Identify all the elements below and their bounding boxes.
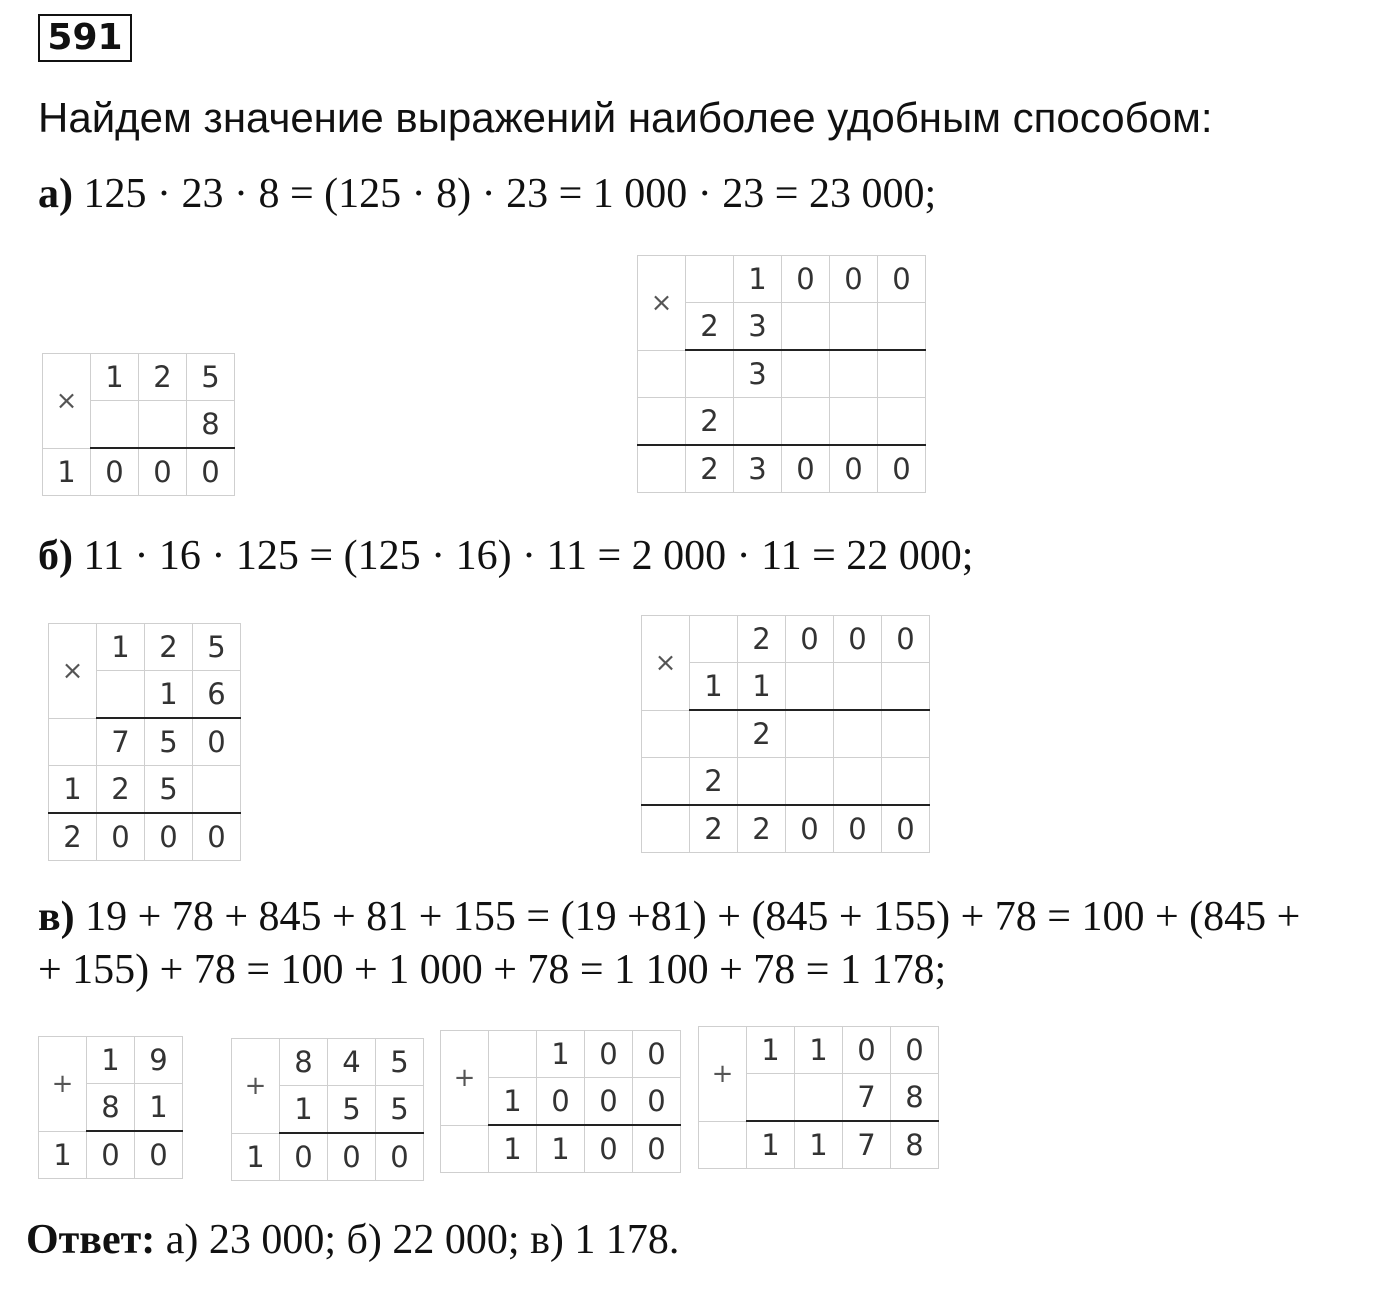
digit-cell — [638, 350, 686, 398]
digit-cell: 0 — [537, 1078, 585, 1126]
calc-row — [43, 448, 235, 496]
calc-row — [49, 813, 241, 861]
part-b-line — [38, 532, 973, 580]
part-a-line — [38, 170, 936, 218]
part-v-line-2 — [38, 946, 946, 994]
digit-cell — [642, 758, 690, 806]
digit-cell: 2 — [686, 398, 734, 446]
digit-cell: 0 — [87, 1131, 135, 1179]
calc-row — [638, 398, 926, 446]
operator-sign: + — [699, 1027, 747, 1122]
digit-cell: 8 — [891, 1121, 939, 1169]
part-a-label: а) — [38, 171, 73, 217]
digit-cell: 2 — [97, 766, 145, 814]
calc-v2 — [231, 1038, 424, 1181]
digit-cell: 2 — [738, 805, 786, 853]
digit-cell — [782, 303, 830, 351]
digit-cell: 7 — [97, 718, 145, 766]
digit-cell: 1 — [537, 1125, 585, 1173]
calc-row — [638, 445, 926, 493]
operator-sign: + — [39, 1037, 87, 1132]
digit-cell: 0 — [585, 1031, 633, 1078]
digit-cell — [878, 398, 926, 446]
digit-cell: 1 — [489, 1078, 537, 1126]
digit-cell: 5 — [145, 718, 193, 766]
digit-cell: 1 — [795, 1027, 843, 1074]
digit-cell — [638, 398, 686, 446]
digit-cell: 3 — [734, 350, 782, 398]
digit-cell: 8 — [891, 1074, 939, 1122]
digit-cell: 0 — [843, 1027, 891, 1074]
digit-cell: 1 — [135, 1084, 183, 1132]
digit-cell: 0 — [187, 448, 235, 496]
digit-cell: 2 — [49, 813, 97, 861]
digit-cell — [642, 710, 690, 758]
digit-cell: 1 — [690, 663, 738, 711]
digit-cell: 0 — [633, 1078, 681, 1126]
calc-row — [232, 1039, 424, 1086]
calc-row — [642, 805, 930, 853]
digit-cell: 1 — [747, 1027, 795, 1074]
digit-cell: 5 — [193, 624, 241, 671]
digit-cell: 0 — [633, 1125, 681, 1173]
digit-cell — [834, 758, 882, 806]
digit-cell: 0 — [585, 1078, 633, 1126]
digit-cell — [738, 758, 786, 806]
digit-cell: 0 — [782, 256, 830, 303]
digit-cell: 0 — [193, 813, 241, 861]
digit-cell — [638, 445, 686, 493]
digit-cell: 0 — [145, 813, 193, 861]
part-v-expression-1: 19 + 78 + 845 + 81 + 155 = (19 +81) + (845 + 155) + 78 = 100 + (845 + — [85, 894, 1301, 940]
digit-cell: 1 — [734, 256, 782, 303]
digit-cell: 1 — [145, 671, 193, 719]
calc-row — [642, 616, 930, 663]
digit-cell — [686, 256, 734, 303]
digit-cell: 1 — [280, 1086, 328, 1134]
answer-text: а) 23 000; б) 22 000; в) 1 178. — [155, 1217, 680, 1263]
digit-cell: 5 — [328, 1086, 376, 1134]
digit-cell — [834, 710, 882, 758]
digit-cell: 2 — [686, 445, 734, 493]
calc-row — [232, 1133, 424, 1181]
digit-cell: 0 — [882, 616, 930, 663]
operator-sign: × — [49, 624, 97, 719]
digit-cell: 2 — [690, 758, 738, 806]
digit-cell: 1 — [43, 448, 91, 496]
digit-cell — [139, 401, 187, 449]
digit-cell: 1 — [232, 1133, 280, 1181]
digit-cell: 1 — [91, 354, 139, 401]
digit-cell: 0 — [97, 813, 145, 861]
digit-cell: 1 — [537, 1031, 585, 1078]
digit-cell: 0 — [782, 445, 830, 493]
digit-cell — [91, 401, 139, 449]
digit-cell — [882, 663, 930, 711]
digit-cell: 8 — [187, 401, 235, 449]
digit-cell: 0 — [139, 448, 187, 496]
digit-cell: 7 — [843, 1074, 891, 1122]
calc-row — [441, 1031, 681, 1078]
calc-row — [39, 1037, 183, 1084]
digit-cell: 5 — [376, 1086, 424, 1134]
digit-cell — [97, 671, 145, 719]
digit-cell — [830, 398, 878, 446]
digit-cell: 1 — [489, 1125, 537, 1173]
digit-cell: 0 — [376, 1133, 424, 1181]
digit-cell — [882, 758, 930, 806]
digit-cell — [830, 350, 878, 398]
intro-text: Найдем значение выражений наиболее удобным способом: — [38, 94, 1213, 141]
part-v-label: в) — [38, 894, 75, 940]
digit-cell — [747, 1074, 795, 1122]
digit-cell: 5 — [187, 354, 235, 401]
digit-cell — [193, 766, 241, 814]
digit-cell: 9 — [135, 1037, 183, 1084]
digit-cell: 6 — [193, 671, 241, 719]
operator-sign: + — [232, 1039, 280, 1134]
digit-cell — [786, 758, 834, 806]
digit-cell — [690, 710, 738, 758]
digit-cell — [786, 710, 834, 758]
calc-v4 — [698, 1026, 939, 1169]
digit-cell: 0 — [633, 1031, 681, 1078]
part-v-expression-2: + 155) + 78 = 100 + 1 000 + 78 = 1 100 + 78 = 1 178; — [38, 947, 947, 993]
digit-cell: 2 — [139, 354, 187, 401]
digit-cell: 0 — [891, 1027, 939, 1074]
digit-cell — [795, 1074, 843, 1122]
digit-cell: 0 — [786, 805, 834, 853]
calc-row — [638, 256, 926, 303]
digit-cell: 0 — [830, 256, 878, 303]
part-b-label: б) — [38, 533, 73, 579]
operator-sign: × — [638, 256, 686, 351]
part-a-expression: 125 · 23 · 8 = (125 · 8) · 23 = 1 000 · 23 = 23 000; — [83, 171, 937, 217]
digit-cell — [882, 710, 930, 758]
part-b-expression: 11 · 16 · 125 = (125 · 16) · 11 = 2 000 · 11 = 22 000; — [83, 533, 974, 579]
calc-row — [642, 758, 930, 806]
digit-cell: 5 — [145, 766, 193, 814]
digit-cell: 8 — [280, 1039, 328, 1086]
calc-row — [699, 1121, 939, 1169]
digit-cell: 4 — [328, 1039, 376, 1086]
problem-number: 591 — [38, 14, 132, 62]
digit-cell: 0 — [878, 256, 926, 303]
digit-cell — [834, 663, 882, 711]
digit-cell: 0 — [882, 805, 930, 853]
digit-cell: 2 — [145, 624, 193, 671]
calc-row — [49, 718, 241, 766]
digit-cell: 5 — [376, 1039, 424, 1086]
digit-cell: 2 — [686, 303, 734, 351]
calc-row — [43, 354, 235, 401]
calc-row — [699, 1027, 939, 1074]
digit-cell: 1 — [795, 1121, 843, 1169]
digit-cell: 1 — [39, 1131, 87, 1179]
digit-cell: 1 — [747, 1121, 795, 1169]
digit-cell — [830, 303, 878, 351]
digit-cell: 0 — [328, 1133, 376, 1181]
operator-sign: × — [43, 354, 91, 449]
digit-cell: 2 — [690, 805, 738, 853]
digit-cell: 1 — [97, 624, 145, 671]
operator-sign: × — [642, 616, 690, 711]
digit-cell: 0 — [786, 616, 834, 663]
digit-cell — [878, 350, 926, 398]
calc-row — [638, 350, 926, 398]
part-v-line-1 — [38, 893, 1300, 941]
digit-cell — [878, 303, 926, 351]
digit-cell: 0 — [834, 616, 882, 663]
digit-cell — [690, 616, 738, 663]
calc-a2 — [637, 255, 926, 493]
digit-cell: 3 — [734, 445, 782, 493]
digit-cell — [734, 398, 782, 446]
calc-row — [49, 766, 241, 814]
calc-v1 — [38, 1036, 183, 1179]
digit-cell — [686, 350, 734, 398]
calc-a1 — [42, 353, 235, 496]
digit-cell: 1 — [87, 1037, 135, 1084]
operator-sign: + — [441, 1031, 489, 1126]
digit-cell: 1 — [738, 663, 786, 711]
digit-cell — [489, 1031, 537, 1078]
digit-cell: 0 — [135, 1131, 183, 1179]
digit-cell: 0 — [878, 445, 926, 493]
digit-cell: 2 — [738, 616, 786, 663]
digit-cell: 0 — [280, 1133, 328, 1181]
digit-cell — [49, 718, 97, 766]
digit-cell: 3 — [734, 303, 782, 351]
digit-cell: 1 — [49, 766, 97, 814]
digit-cell: 0 — [585, 1125, 633, 1173]
calc-row — [49, 624, 241, 671]
digit-cell: 7 — [843, 1121, 891, 1169]
digit-cell: 0 — [91, 448, 139, 496]
digit-cell — [699, 1121, 747, 1169]
digit-cell — [786, 663, 834, 711]
digit-cell — [782, 398, 830, 446]
digit-cell: 0 — [193, 718, 241, 766]
digit-cell: 0 — [830, 445, 878, 493]
answer-line — [26, 1216, 679, 1264]
calc-row — [441, 1125, 681, 1173]
digit-cell — [441, 1125, 489, 1173]
digit-cell — [642, 805, 690, 853]
calc-v3 — [440, 1030, 681, 1173]
digit-cell: 8 — [87, 1084, 135, 1132]
calc-row — [642, 710, 930, 758]
digit-cell — [782, 350, 830, 398]
digit-cell: 0 — [834, 805, 882, 853]
answer-label: Ответ: — [26, 1217, 156, 1263]
digit-cell: 2 — [738, 710, 786, 758]
calc-row — [39, 1131, 183, 1179]
calc-b1 — [48, 623, 241, 861]
calc-b2 — [641, 615, 930, 853]
